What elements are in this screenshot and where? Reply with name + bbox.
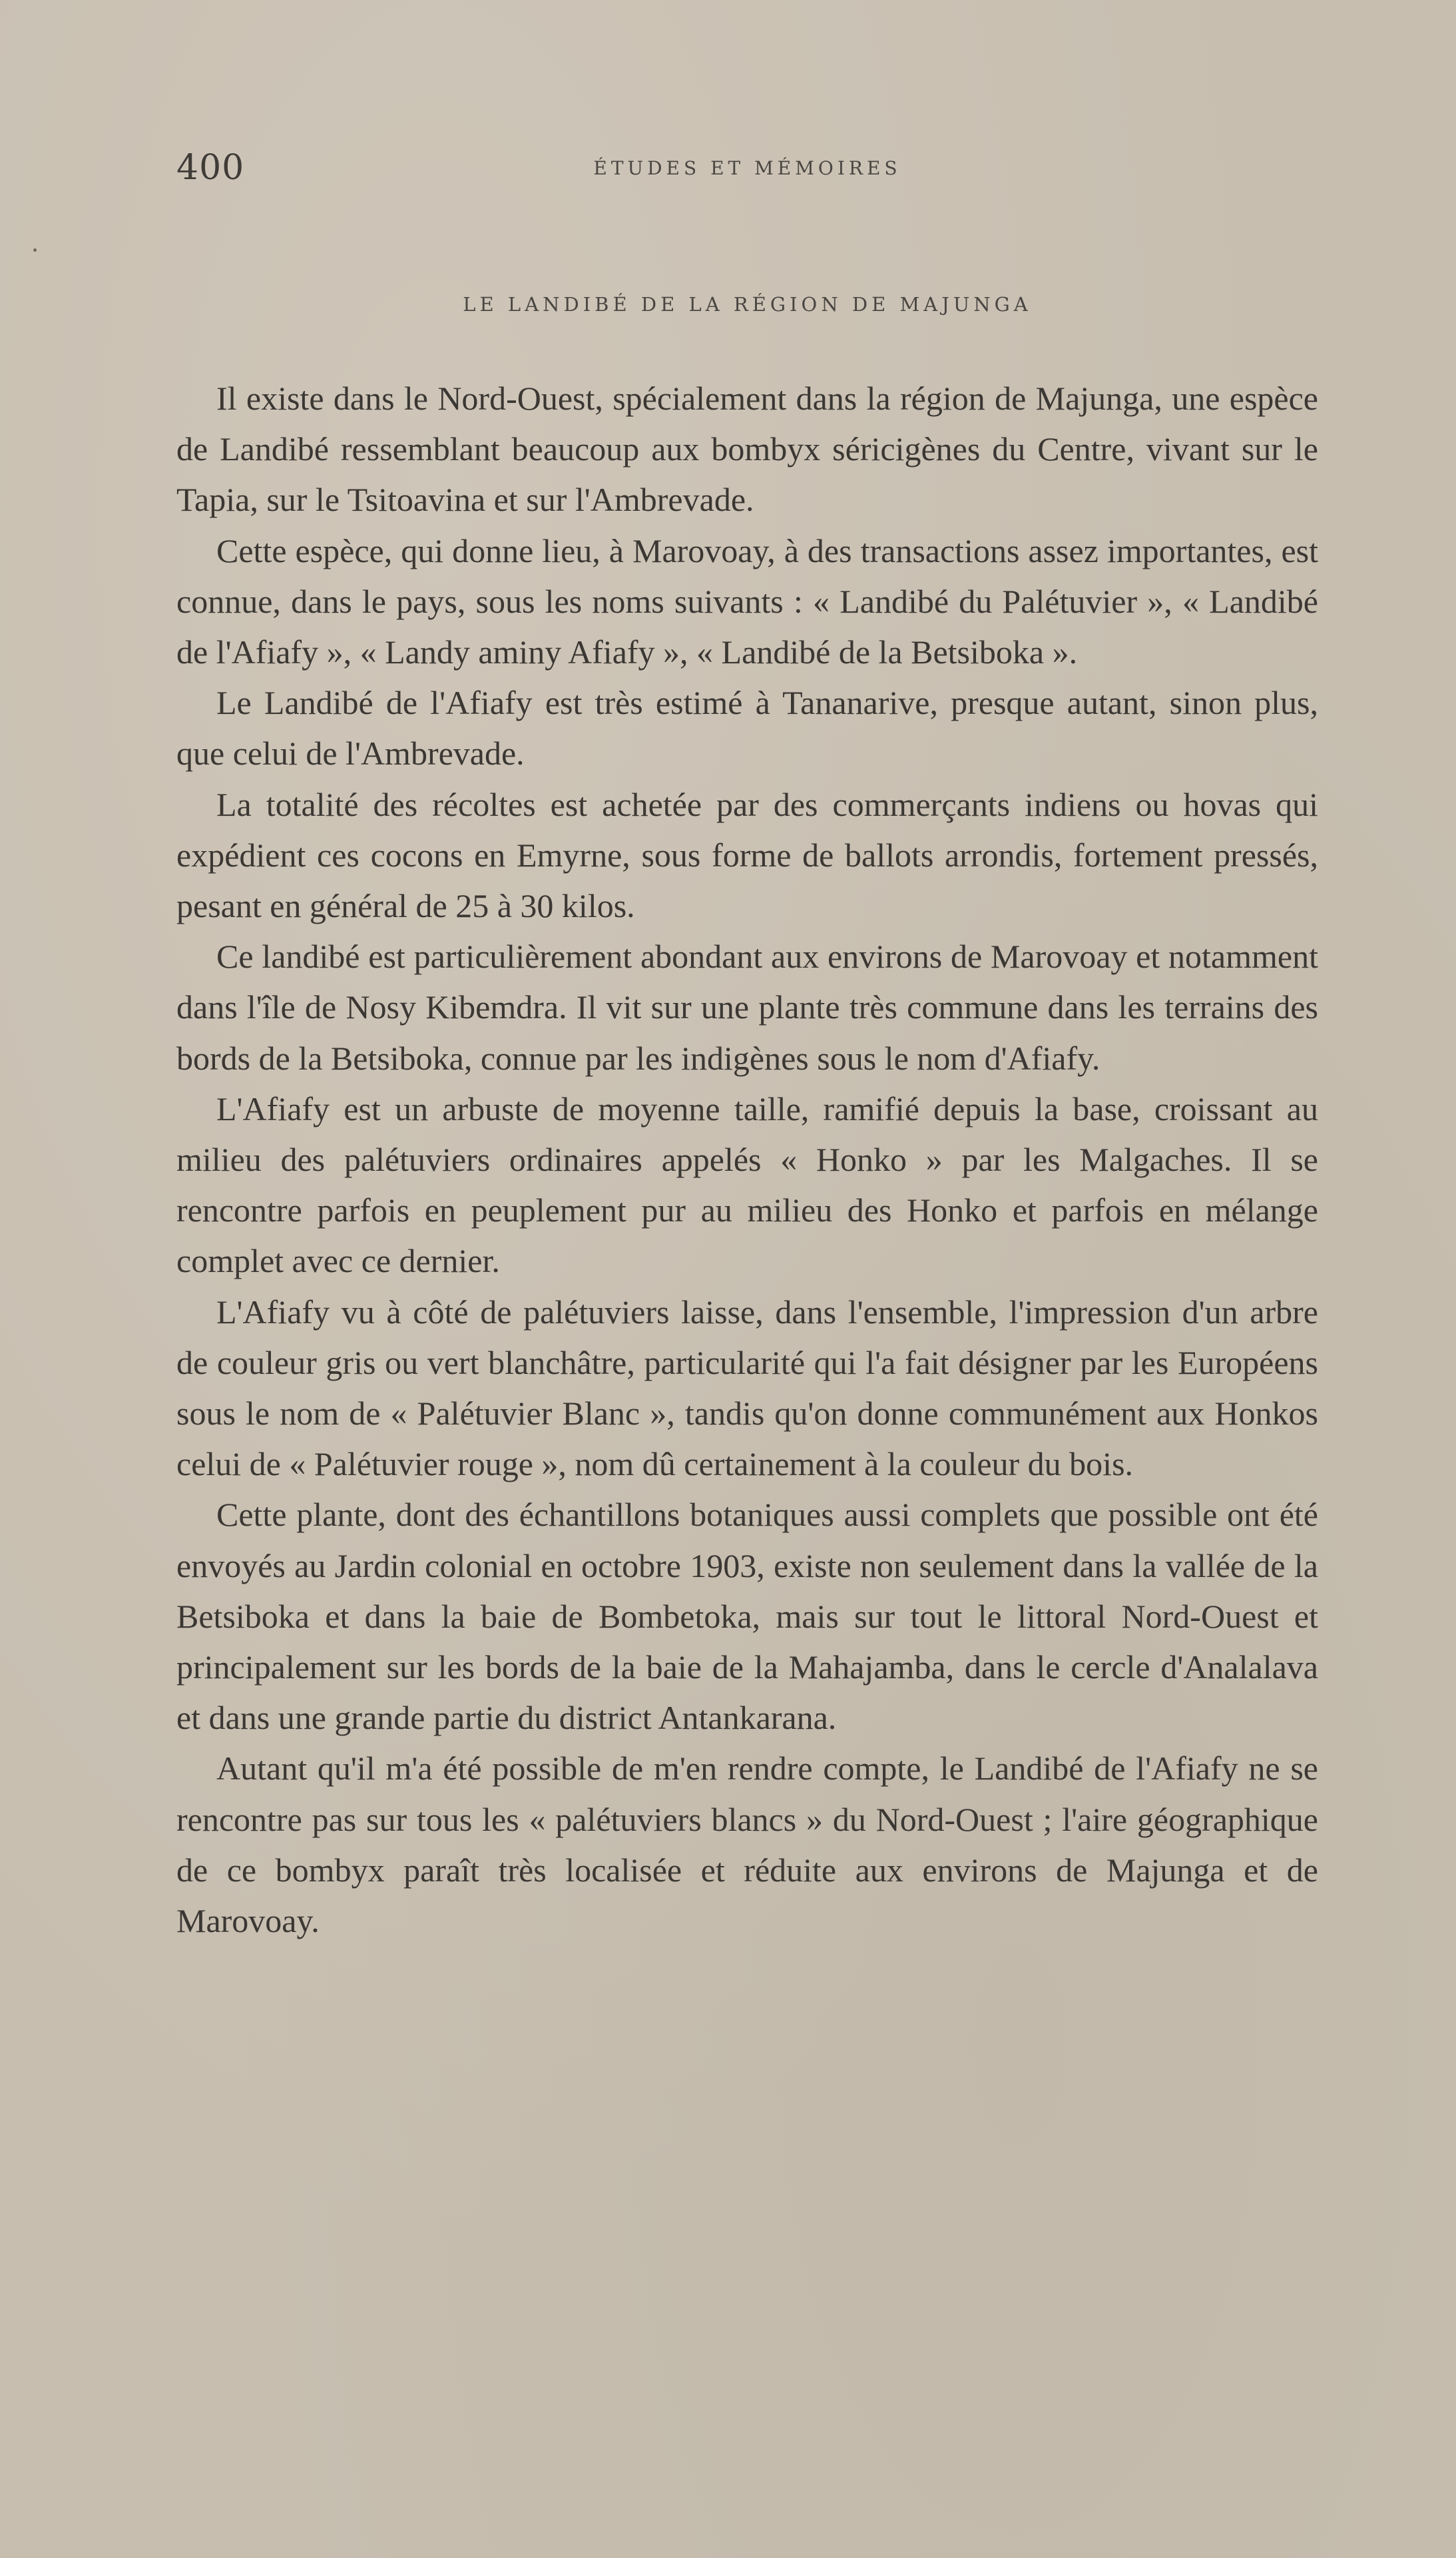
- journal-title: ÉTUDES ET MÉMOIRES: [593, 157, 901, 179]
- margin-speck: [33, 248, 37, 252]
- paragraph-1: Il existe dans le Nord-Ouest, spécialement dans la région de Majunga, une espèce de Landibé ressemblant beaucoup aux bombyx séricigènes du Centre, vivant sur le Tapia, sur le Tsitoavina et sur l'Ambrevade.: [176, 380, 1318, 519]
- paragraph-4: La totalité des récoltes est achetée par des commerçants indiens ou hovas qui expédient ces cocons en Emyrne, sous forme de ballots arrondis, fortement pressés, pesant en général de 25 à 30 kilos.: [176, 785, 1318, 925]
- paragraph-3: Le Landibé de l'Afiafy est très estimé à Tananarive, presque autant, sinon plus, que celui de l'Ambrevade.: [176, 684, 1318, 773]
- paragraph-9: Autant qu'il m'a été possible de m'en rendre compte, le Landibé de l'Afiafy ne se rencontre pas sur tous les « palétuviers blancs » du Nord-Ouest ; l'aire géographique de ce bombyx paraît très localisée et réduite aux environs de Majunga et de Marovoay.: [176, 1750, 1318, 1940]
- section-title: LE LANDIBÉ DE LA RÉGION DE MAJUNGA: [463, 293, 1032, 316]
- paragraph-6: L'Afiafy est un arbuste de moyenne taille, ramifié depuis la base, croissant au milieu des palétuviers ordinaires appelés « Honko » par les Malgaches. Il se rencontre parfois en peuplement pur au milieu des Honko et parfois en mélange complet avec ce dernier.: [176, 1090, 1318, 1280]
- paragraph-2: Cette espèce, qui donne lieu, à Marovoay, à des transactions assez importantes, est connue, dans le pays, sous les noms suivants : « Landibé du Palétuvier », « Landibé de l'Afiafy », « Landy aminy Afiafy », « Landibé de la Betsiboka ».: [176, 531, 1318, 671]
- running-head: [176, 148, 1318, 194]
- page-number: 400: [176, 148, 245, 188]
- article-body: [176, 373, 1318, 1946]
- paragraph-8: Cette plante, dont des échantillons botaniques aussi complets que possible ont été envoyés au Jardin colonial en octobre 1903, existe non seulement dans la vallée de la Betsiboka et dans la baie de Bombetoka, mais sur tout le littoral Nord-Ouest et principalement sur les bords de la baie de la Mahajamba, dans le cercle d'Analalava et dans une grande partie du district Antankarana.: [176, 1496, 1318, 1737]
- paragraph-7: L'Afiafy vu à côté de palétuviers laisse, dans l'ensemble, l'impression d'un arbre de couleur gris ou vert blanchâtre, particularité qui l'a fait désigner par les Européens sous le nom de « Palétuvier Blanc », tandis qu'on donne communément aux Honkos celui de « Palétuvier rouge », nom dû certainement à la couleur du bois.: [176, 1293, 1318, 1483]
- paragraph-5: Ce landibé est particulièrement abondant aux environs de Marovoay et notamment dans l'île de Nosy Kibemdra. Il vit sur une plante très commune dans les terrains des bords de la Betsiboka, connue par les indigènes sous le nom d'Afiafy.: [176, 938, 1318, 1077]
